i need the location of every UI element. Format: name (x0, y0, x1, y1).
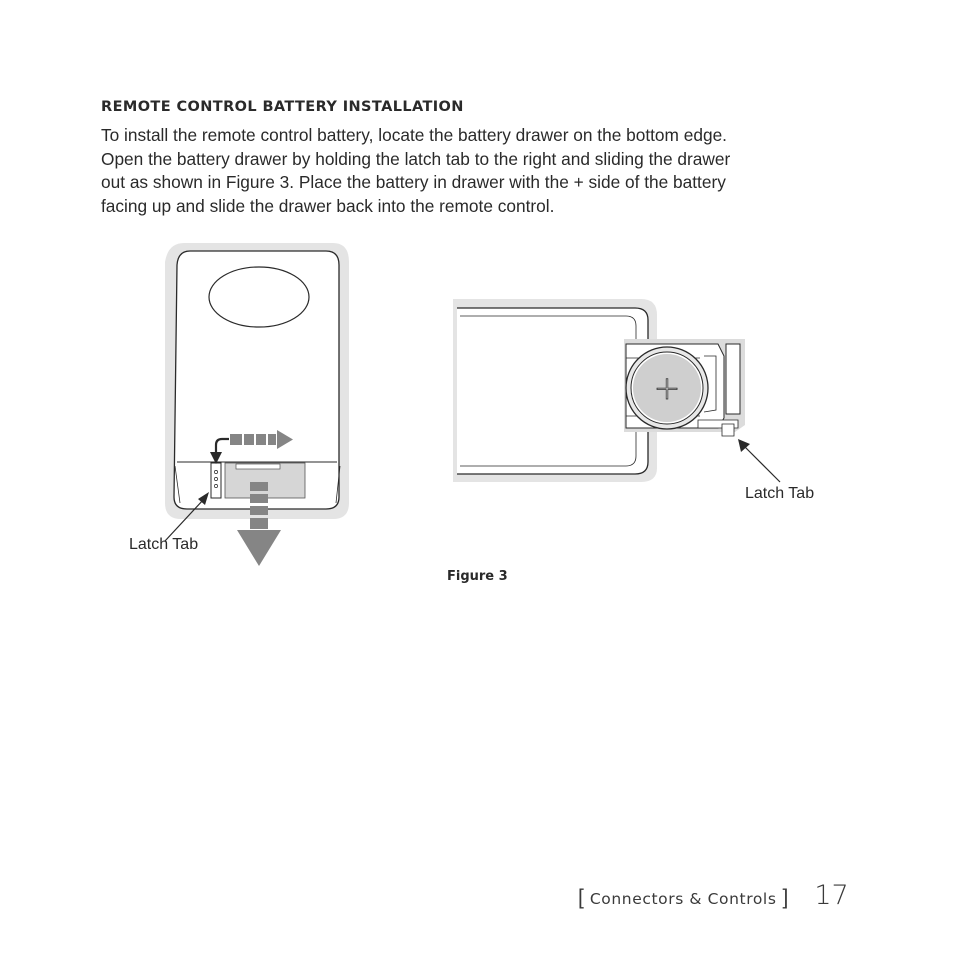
paragraph-line: facing up and slide the drawer back into the remote control. (101, 195, 555, 216)
figure-caption: Figure 3 (447, 569, 508, 584)
remote-control-drawing (165, 243, 349, 566)
paragraph-line: To install the remote control battery, locate the battery drawer on the bottom edge. (101, 125, 727, 145)
right-label-pointer (744, 446, 780, 482)
latch-tab-label-right: Latch Tab (745, 485, 815, 502)
footer-open-bracket: [ (578, 886, 584, 909)
paragraph-line: Open the battery drawer by holding the latch tab to the right and sliding the drawer (101, 148, 731, 169)
footer-section-name: Connectors & Controls (589, 890, 777, 908)
footer-close-bracket: ] (782, 886, 789, 909)
battery-drawer-drawing (453, 299, 780, 482)
paragraph-line: out as shown in Figure 3. Place the battery in drawer with the + side of the battery (101, 172, 726, 192)
battery-plus-symbol: + (653, 369, 681, 407)
page-number: 17 (814, 880, 849, 911)
remote-button-oval (209, 267, 309, 327)
page-footer (578, 880, 849, 912)
latch-tab-label-left: Latch Tab (129, 536, 199, 553)
section-heading: REMOTE CONTROL BATTERY INSTALLATION (101, 99, 464, 115)
